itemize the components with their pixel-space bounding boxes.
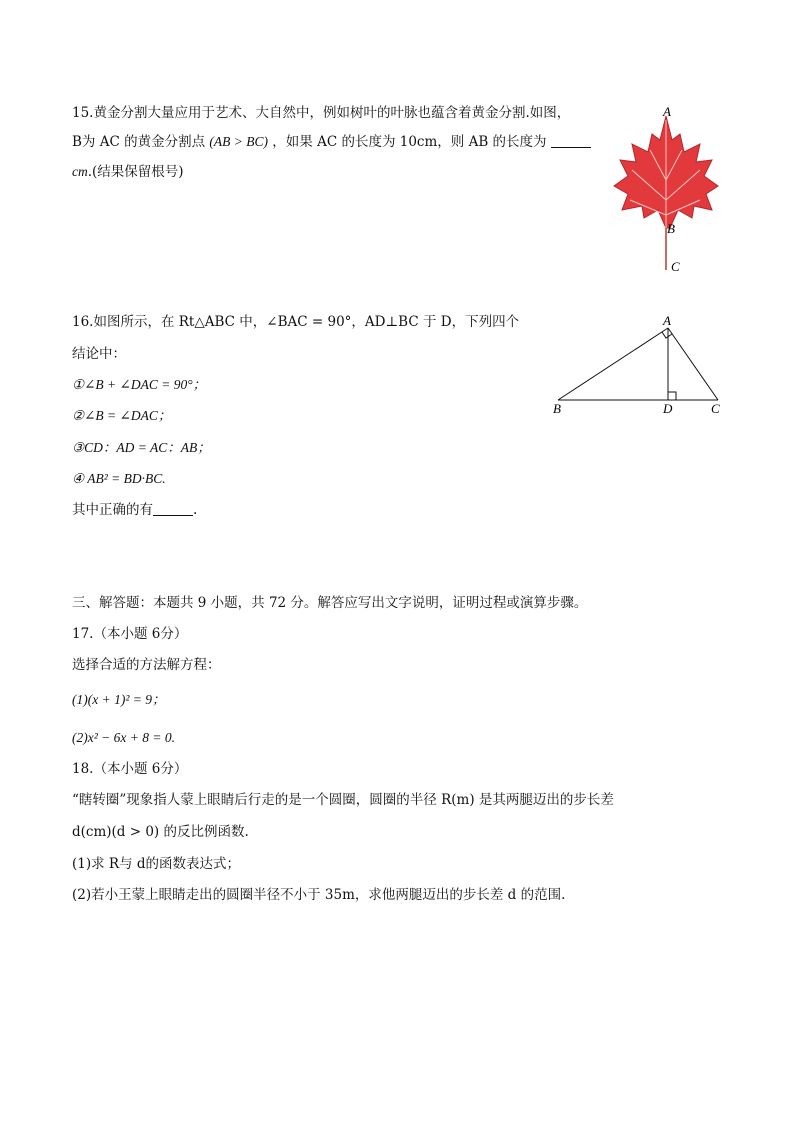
maple-leaf-figure (600, 100, 730, 280)
q15-answer-blank[interactable] (551, 133, 591, 148)
q17-part-1: (1)(x + 1)² = 9； (72, 692, 166, 707)
right-angle-mark-a (662, 332, 672, 338)
tri-label-d: D (663, 401, 673, 416)
triangle-figure (548, 312, 728, 422)
leaf-label-b: B (667, 221, 675, 236)
q16-answer-prefix: 其中正确的有 (72, 502, 153, 518)
right-angle-mark-d (668, 392, 676, 400)
section-3-heading: 三、解答题：本题共 9 小题，共 72 分。解答应写出文字说明，证明过程或演算步骤。 (72, 595, 588, 611)
q17-part-2: (2)x² − 6x + 8 = 0. (72, 730, 175, 745)
q17-prompt: 选择合适的方法解方程： (72, 657, 221, 673)
q15-text-c: ，如果 AC 的长度为 10cm，则 AB 的长度为 (272, 134, 547, 150)
q16-conclusion-2: ②∠B = ∠DAC； (72, 408, 172, 423)
q17-title: 17.（本小题 6分） (72, 626, 188, 642)
q15-line-1: 15.黄金分割大量应用于艺术、大自然中，例如树叶的叶脉也蕴含着黄金分割.如图， (72, 105, 571, 121)
tri-label-a: A (663, 313, 671, 328)
leaf-label-c: C (671, 259, 680, 274)
q18-title: 18.（本小题 6分） (72, 761, 188, 777)
q16-conclusion-3: ③CD：AD = AC：AB； (72, 440, 211, 455)
q15-line-3 (72, 163, 184, 181)
q16-conclusion-4: ④ AB² = BD·BC. (72, 471, 166, 486)
q15-unit: cm (72, 164, 88, 179)
q18-line-2: d(cm)(d > 0) 的反比例函数. (72, 824, 249, 840)
q16-line-2: 结论中： (72, 346, 126, 362)
q15-note: .(结果保留根号) (87, 164, 184, 180)
q15-line-2 (72, 133, 591, 151)
tri-label-c: C (711, 401, 720, 416)
q15-text-a: B为 AC 的黄金分割点 (72, 134, 206, 150)
leaf-label-a: A (663, 104, 671, 119)
q16-answer-suffix: . (193, 502, 198, 518)
q16-answer-blank[interactable] (153, 501, 193, 516)
q16-answer-line (72, 501, 197, 519)
q18-part-2: (2)若小王蒙上眼睛走出的圆圈半径不小于 35m，求他两腿迈出的步长差 d 的范围. (72, 887, 566, 903)
q18-part-1: (1)求 R与 d的函数表达式； (72, 856, 241, 872)
q18-line-1: “瞎转圈”现象指人蒙上眼睛后行走的是一个圆圈，圆圈的半径 R(m) 是其两腿迈出的步长差 (72, 792, 614, 808)
tri-label-b: B (553, 401, 561, 416)
q16-line-1: 16.如图所示，在 Rt△ABC 中，∠BAC = 90°，AD⊥BC 于 D，下列四个 (72, 314, 520, 330)
side-ab (558, 328, 668, 400)
q16-conclusion-1: ①∠B + ∠DAC = 90°； (72, 377, 207, 392)
side-ac (668, 328, 718, 400)
q15-condition: (AB > BC) (209, 134, 268, 149)
